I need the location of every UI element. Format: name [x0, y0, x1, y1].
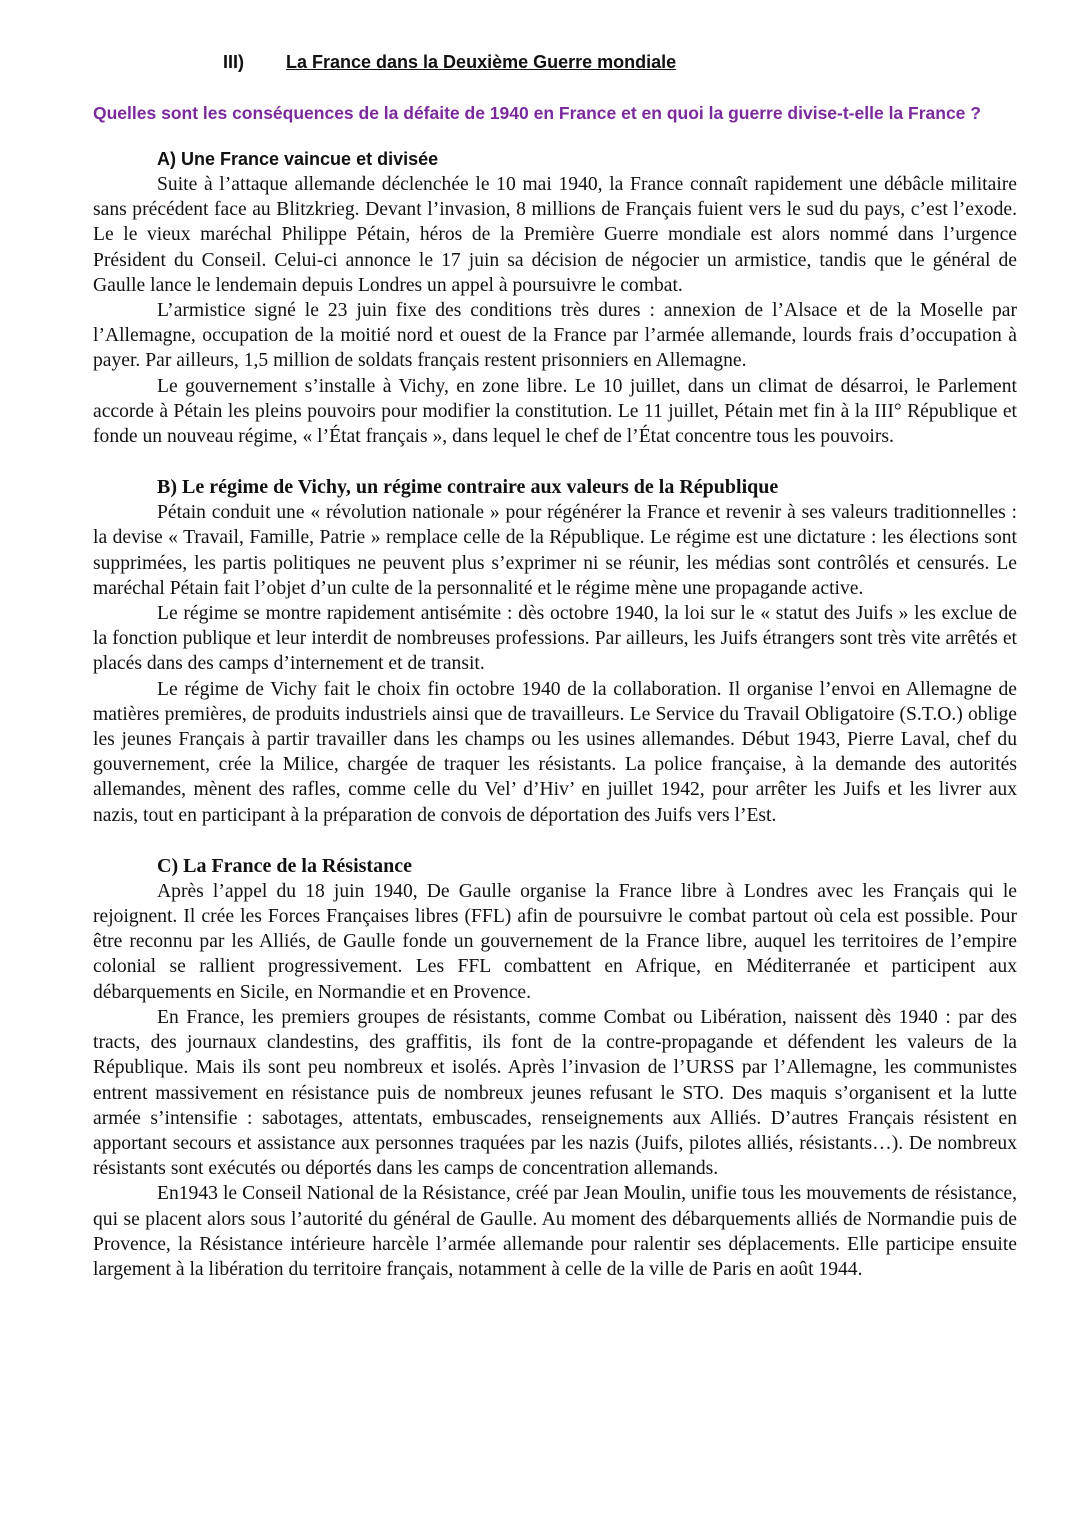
section-b-paragraph-3: Le régime de Vichy fait le choix fin octobre 1940 de la collaboration. Il organise l’envoi en Allemagne de matières premières, de produits industriels ainsi que de travailleurs. Le Service du Travail Obligatoire (S.T.O.) oblige les jeunes Français à partir travailler dans les champs ou les usines allemandes. Début 1943, Pierre Laval, chef du gouvernement, crée la Milice, chargée de traquer les résistants. La police française, à la demande des autorités allemandes, mènent des rafles, comme celle du Vel’ d’Hiv’ en juillet 1942, pour arrêter les Juifs et les livrer aux nazis, tout en participant à la préparation de convois de déportation des Juifs vers l’Est. — [93, 678, 1017, 826]
section-a-paragraph-3: Le gouvernement s’installe à Vichy, en zone libre. Le 10 juillet, dans un climat de désarroi, le Parlement accorde à Pétain les pleins pouvoirs pour modifier la constitution. Le 11 juillet, Pétain met fin à la III° République et fonde un nouveau régime, « l’État français », dans lequel le chef de l’État concentre tous les pouvoirs. — [93, 375, 1017, 448]
document-page — [93, 48, 1017, 1307]
section-a-title: A) Une France vaincue et divisée — [157, 149, 439, 169]
problem-question: Quelles sont les conséquences de la défaite de 1940 en France et en quoi la guerre divise-t-elle la France ? — [93, 103, 981, 123]
section-a-paragraph-1: Suite à l’attaque allemande déclenchée le 10 mai 1940, la France connaît rapidement une débâcle militaire sans précédent face au Blitzkrieg. Devant l’invasion, 8 millions de Français fuient vers le sud du pays, c’est l’exode. Le le vieux maréchal Philippe Pétain, héros de la Première Guerre mondiale est alors nommé dans l’urgence Président du Conseil. Celui-ci annonce le 17 juin sa décision de négocier un armistice, tandis que le général de Gaulle lance le lendemain depuis Londres un appel à poursuivre le combat. — [93, 174, 1017, 296]
section-b-title: B) Le régime de Vichy, un régime contraire aux valeurs de la République — [157, 476, 779, 499]
section-c-title: C) La France de la Résistance — [157, 854, 412, 877]
section-b-paragraph-2: Le régime se montre rapidement antisémite : dès octobre 1940, la loi sur le « statut des Juifs » les exclue de la fonction publique et leur interdit de nombreuses professions. Par ailleurs, les Juifs étrangers sont très vite arrêtés et placés dans des camps d’internement et de transit. — [93, 603, 1017, 675]
section-a — [93, 146, 1017, 449]
chapter-heading — [93, 48, 1017, 76]
section-c-paragraph-3: En1943 le Conseil National de la Résistance, créé par Jean Moulin, unifie tous les mouvements de résistance, qui se placent alors sous l’autorité du général de Gaulle. Au moment des débarquements alliés de Normandie puis de Provence, la Résistance intérieure harcèle l’armée allemande pour ralentir ses déplacements. Elle participe ensuite largement à la libération du territoire français, notamment à celle de la ville de Paris en août 1944. — [93, 1183, 1017, 1280]
chapter-title: La France dans la Deuxième Guerre mondiale — [286, 52, 677, 72]
section-b — [93, 474, 1017, 828]
chapter-number: III) — [223, 52, 244, 72]
section-c-paragraph-1: Après l’appel du 18 juin 1940, De Gaulle organise la France libre à Londres avec les Français qui le rejoignent. Il crée les Forces Françaises libres (FFL) afin de poursuivre le combat partout où cela est possible. Pour être reconnu par les Alliés, de Gaulle fonde un gouvernement de la France libre, auquel les territoires de l’empire colonial se rallient progressivement. Les FFL combattent en Afrique, en Méditerranée et participent aux débarquements en Sicile, en Normandie et en Provence. — [93, 880, 1017, 1003]
section-c — [93, 853, 1017, 1282]
section-a-paragraph-2: L’armistice signé le 23 juin fixe des conditions très dures : annexion de l’Alsace et de la Moselle par l’Allemagne, occupation de la moitié nord et ouest de la France par l’armée allemande, lourds frais d’occupation à payer. Par ailleurs, 1,5 million de soldats français restent prisonniers en Allemagne. — [93, 300, 1017, 372]
section-b-paragraph-1: Pétain conduit une « révolution nationale » pour régénérer la France et revenir à ses valeurs traditionnelles : la devise « Travail, Famille, Patrie » remplace celle de la République. Le régime est une dictature : les élections sont supprimées, les partis politiques ne peuvent plus s’exprimer ni se réunir, les médias sont contrôlés et censurés. Le maréchal Pétain fait l’objet d’un culte de la personnalité et le régime mène une propagande active. — [93, 502, 1017, 599]
section-c-paragraph-2: En France, les premiers groupes de résistants, comme Combat ou Libération, naissent dès 1940 : par des tracts, des journaux clandestins, des graffitis, ils font de la contre-propagande et défendent les valeurs de la République. Mais ils sont peu nombreux et isolés. Après l’invasion de l’URSS par l’Allemagne, les communistes entrent massivement en résistance puis de nombreux jeunes refusant le STO. Des maquis s’organisent et la lutte armée s’intensifie : sabotages, attentats, embuscades, renseignements aux Alliés. D’autres Français résistent en apportant secours et assistance aux personnes traquées par les nazis (Juifs, pilotes alliés, résistants…). De nombreux résistants sont exécutés ou déportés dans les camps de concentration allemands. — [93, 1006, 1017, 1180]
